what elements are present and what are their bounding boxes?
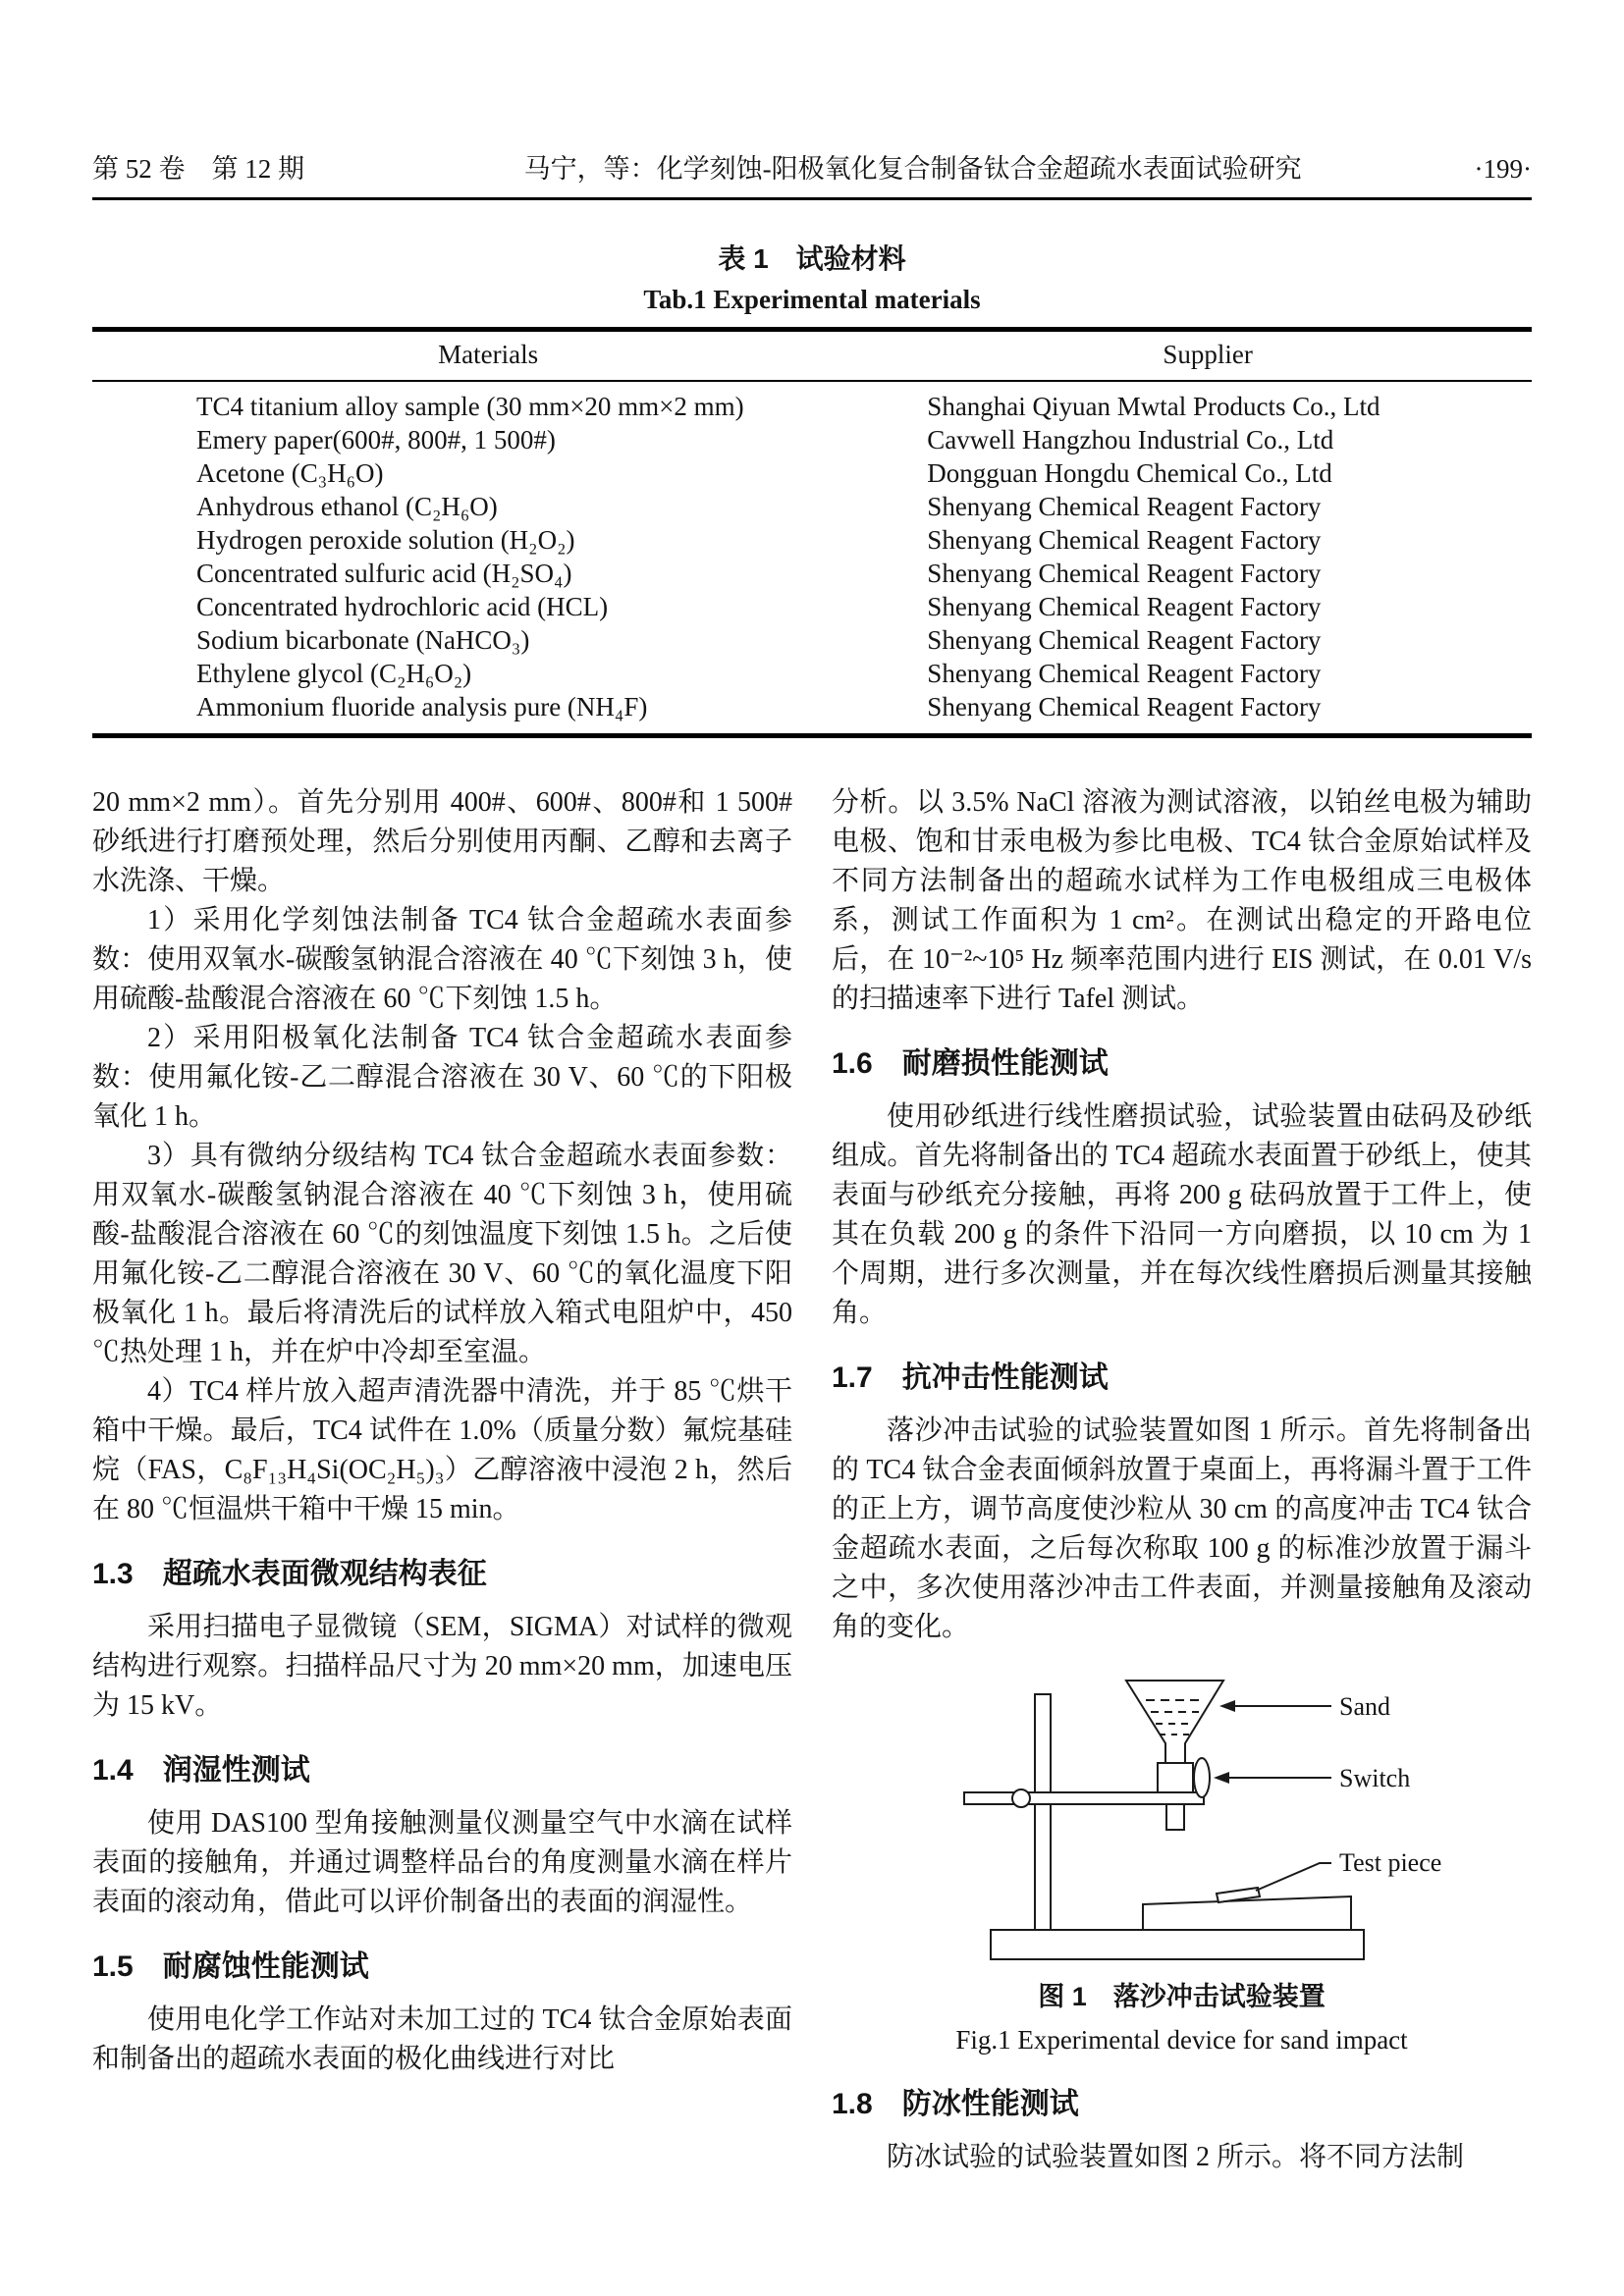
materials-table xyxy=(92,327,1532,738)
sand-arrowhead-icon xyxy=(1219,1700,1235,1712)
paragraph: 使用砂纸进行线性磨损试验，试验装置由砝码及砂纸组成。首先将制备出的 TC4 超疏水表面置于砂纸上，使其表面与砂纸充分接触，再将 200 g 砝码放置于工件上，使其在负载 200 g 的条件下沿同一方向磨损，以 10 cm 为 1 个周期，进行多次测量，并在每次线性磨损后测量其接触角。 xyxy=(832,1101,1532,1328)
paragraph: 1）采用化学刻蚀法制备 TC4 钛合金超疏水表面参数：使用双氧水-碳酸氢钠混合溶液在 40 ℃下刻蚀 3 h，使用硫酸-盐酸混合溶液在 60 ℃下刻蚀 1.5 h。 xyxy=(92,905,792,1014)
outlet-pipe xyxy=(1166,1804,1184,1830)
material-cell: Ethylene glycol (C₂H₆O₂) xyxy=(196,659,472,688)
section-heading-1-4: 1.4 润湿性测试 xyxy=(92,1754,310,1787)
paragraph: 4）TC4 样片放入超声清洗器中清洗，并于 85 ℃烘干箱中干燥。最后，TC4 试件在 1.0%（质量分数）氟烷基硅烷（FAS，C₈F₁₃H₄Si(OC₂H₅)₃）乙醇溶液中浸泡 2 h，然后在 80 ℃恒温烘干箱中干燥 15 min。 xyxy=(92,1376,792,1524)
table-title-zh: 表 1 试验材料 xyxy=(718,243,906,274)
table-row xyxy=(92,657,1532,690)
right-column xyxy=(832,783,1532,2177)
material-cell: Sodium bicarbonate (NaHCO₃) xyxy=(196,625,530,655)
switch-arrowhead-icon xyxy=(1214,1772,1229,1784)
section-heading-1-8: 1.8 防冰性能测试 xyxy=(832,2088,1079,2120)
material-cell: TC4 titanium alloy sample (30 mm×20 mm×2 mm) xyxy=(196,392,744,421)
supplier-cell: Dongguan Hongdu Chemical Co., Ltd xyxy=(927,458,1332,488)
table-header-row xyxy=(92,330,1532,382)
valve-handle xyxy=(1194,1758,1210,1797)
paragraph: 分析。以 3.5% NaCl 溶液为测试溶液，以铂丝电极为辅助电极、饱和甘汞电极为参比电极、TC4 钛合金原始试样及不同方法制备出的超疏水试样为工作电极组成三电极体系，测试工作面积为 1 cm²。在测试出稳定的开路电位后，在 10⁻²~10⁵ Hz 频率范围内进行 EIS 测试，在 0.01 V/s 的扫描速率下进行 Tafel 测试。 xyxy=(832,787,1532,1014)
supplier-cell: Shenyang Chemical Reagent Factory xyxy=(927,659,1322,688)
table-row xyxy=(92,381,1532,423)
supplier-cell: Shenyang Chemical Reagent Factory xyxy=(927,525,1322,555)
table-row xyxy=(92,423,1532,456)
table-row xyxy=(92,490,1532,523)
label-sand: Sand xyxy=(1338,1692,1390,1721)
paragraph: 落沙冲击试验的试验装置如图 1 所示。首先将制备出的 TC4 钛合金表面倾斜放置于桌面上，再将漏斗置于工件的正上方，调节高度使沙粒从 30 cm 的高度冲击 TC4 钛合金超疏水表面，之后每次称取 100 g 的标准沙放置于漏斗之中，多次使用落沙冲击工件表面，并测量接触角及滚动角的变化。 xyxy=(832,1415,1532,1642)
volume-issue: 第 52 卷 第 12 期 xyxy=(92,154,304,184)
paragraph: 防冰试验的试验装置如图 2 所示。将不同方法制 xyxy=(887,2142,1465,2172)
running-head xyxy=(92,147,1532,200)
supplier-cell: Shenyang Chemical Reagent Factory xyxy=(927,625,1322,655)
stand-post xyxy=(1035,1694,1051,1930)
left-column xyxy=(92,783,792,2177)
body-columns xyxy=(92,783,1532,2177)
funnel xyxy=(1126,1681,1223,1763)
table-row xyxy=(92,623,1532,657)
supplier-cell: Shenyang Chemical Reagent Factory xyxy=(927,692,1322,721)
paragraph: 采用扫描电子显微镜（SEM，SIGMA）对试样的微观结构进行观察。扫描样品尺寸为 20 mm×20 mm，加速电压为 15 kV。 xyxy=(92,1612,792,1721)
material-cell: Ammonium fluoride analysis pure (NH₄F) xyxy=(196,692,648,721)
supplier-cell: Shenyang Chemical Reagent Factory xyxy=(927,592,1322,621)
paragraph: 使用电化学工作站对未加工过的 TC4 钛合金原始表面和制备出的超疏水表面的极化曲线进行对比 xyxy=(92,2004,792,2074)
material-cell: Acetone (C₃H₆O) xyxy=(196,458,384,488)
label-test-piece: Test piece xyxy=(1338,1848,1441,1877)
supplier-cell: Shenyang Chemical Reagent Factory xyxy=(927,559,1322,588)
supplier-cell: Cavwell Hangzhou Industrial Co., Ltd xyxy=(927,425,1334,454)
section-heading-1-3: 1.3 超疏水表面微观结构表征 xyxy=(92,1558,487,1590)
sand-impact-diagram xyxy=(907,1667,1457,1967)
page-number: ·199· xyxy=(1474,154,1532,184)
test-piece-leader-line xyxy=(1256,1863,1331,1891)
stand-base xyxy=(991,1930,1364,1959)
paragraph: 使用 DAS100 型角接触测量仪测量空气中水滴在试样表面的接触角，并通过调整样品台的角度测量水滴在样片表面的滚动角，借此可以评价制备出的表面的润湿性。 xyxy=(92,1808,792,1917)
paragraph: 20 mm×2 mm）。首先分别用 400#、600#、800#和 1 500# 砂纸进行打磨预处理，然后分别使用丙酮、乙醇和去离子水洗涤、干燥。 xyxy=(92,787,792,896)
figure-sand-impact-device xyxy=(832,1667,1532,2059)
material-cell: Anhydrous ethanol (C₂H₆O) xyxy=(196,492,498,521)
material-cell: Emery paper(600#, 800#, 1 500#) xyxy=(196,425,556,454)
supplier-cell: Shenyang Chemical Reagent Factory xyxy=(927,492,1322,521)
figure-caption-zh: 图 1 落沙冲击试验装置 xyxy=(1038,1982,1326,2011)
table-row xyxy=(92,456,1532,490)
section-heading-1-5: 1.5 耐腐蚀性能测试 xyxy=(92,1950,369,1983)
supplier-cell: Shanghai Qiyuan Mwtal Products Co., Ltd xyxy=(927,392,1380,421)
table-title-en: Tab.1 Experimental materials xyxy=(643,285,981,314)
stand-arm xyxy=(964,1792,1204,1804)
clamp-knob xyxy=(1012,1789,1030,1807)
column-header-materials: Materials xyxy=(92,330,884,382)
paragraph: 2）采用阳极氧化法制备 TC4 钛合金超疏水表面参数：使用氟化铵-乙二醇混合溶液在 30 V、60 ℃的下阳极氧化 1 h。 xyxy=(92,1023,792,1132)
valve-body xyxy=(1158,1763,1193,1792)
running-title: 马宁，等：化学刻蚀-阳极氧化复合制备钛合金超疏水表面试验研究 xyxy=(523,154,1302,184)
table-row xyxy=(92,690,1532,736)
label-switch: Switch xyxy=(1338,1764,1410,1792)
material-cell: Concentrated sulfuric acid (H₂SO₄) xyxy=(196,559,572,588)
table-row xyxy=(92,557,1532,590)
table-row xyxy=(92,523,1532,557)
column-header-supplier: Supplier xyxy=(884,330,1532,382)
paragraph: 3）具有微纳分级结构 TC4 钛合金超疏水表面参数：用双氧水-碳酸氢钠混合溶液在 40 ℃下刻蚀 3 h，使用硫酸-盐酸混合溶液在 60 ℃的刻蚀温度下刻蚀 1.5 h。之后使用氟化铵-乙二醇混合溶液在 30 V、60 ℃的氧化温度下阳极氧化 1 h。最后将清洗后的试样放入箱式电阻炉中，450 ℃热处理 1 h，并在炉中冷却至室温。 xyxy=(92,1141,792,1367)
specimen-platform xyxy=(1143,1896,1351,1930)
figure-caption-en: Fig.1 Experimental device for sand impact xyxy=(955,2025,1408,2055)
material-cell: Hydrogen peroxide solution (H₂O₂) xyxy=(196,525,575,555)
table-row xyxy=(92,590,1532,623)
section-heading-1-6: 1.6 耐磨损性能测试 xyxy=(832,1047,1109,1080)
section-heading-1-7: 1.7 抗冲击性能测试 xyxy=(832,1362,1109,1394)
material-cell: Concentrated hydrochloric acid (HCL) xyxy=(196,592,609,621)
